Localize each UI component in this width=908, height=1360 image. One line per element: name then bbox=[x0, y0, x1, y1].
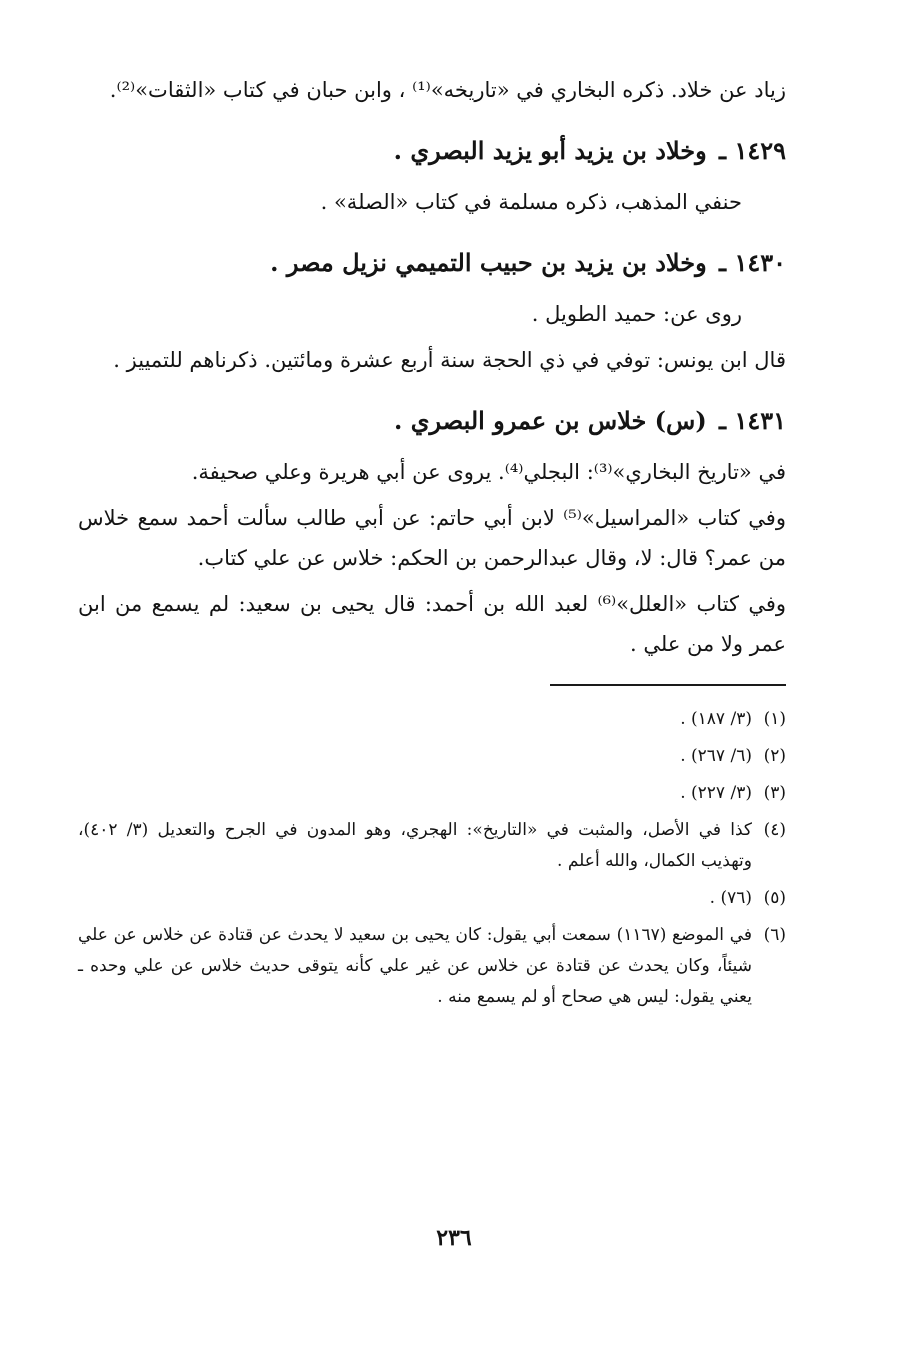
continuation-paragraph: زياد عن خلاد. ذكره البخاري في «تاريخه»⁽¹⁾ ، وابن حبان في كتاب «الثقات»⁽²⁾. bbox=[109, 78, 786, 102]
entry-title: (س) خلاس بن عمرو البصري . bbox=[394, 406, 707, 435]
entry-number: ١٤٣١ ـ bbox=[719, 406, 786, 435]
entry-1430-paragraph-1: روى عن: حميد الطويل . bbox=[531, 302, 742, 326]
entry-1431-paragraph-2: وفي كتاب «المراسيل»⁽⁵⁾ لابن أبي حاتم: عن أبي طالب سألت أحمد سمع خلاس من عمر؟ قال: لا، وقال عبدالرحمن بن الحكم: خلاس عن علي كتاب. bbox=[78, 506, 786, 570]
footnote-marker: (٥) bbox=[763, 888, 786, 908]
footnote-marker: (٤) bbox=[763, 820, 786, 840]
entry-number: ١٤٣٠ ـ bbox=[719, 248, 786, 277]
entry-heading-1429 bbox=[78, 126, 786, 176]
footnote-marker: (٦) bbox=[763, 925, 786, 945]
page-content bbox=[78, 70, 786, 1360]
footnote-text: (٣/ ٢٢٧) . bbox=[680, 783, 752, 803]
footnote-text: (٧٦) . bbox=[709, 888, 752, 908]
footnote-text: (٣/ ١٨٧) . bbox=[680, 709, 752, 729]
footnote-item bbox=[78, 815, 786, 877]
entry-title: وخلاد بن يزيد بن حبيب التميمي نزيل مصر . bbox=[270, 248, 707, 277]
footnote-marker: (٢) bbox=[763, 746, 786, 766]
footnote-text: كذا في الأصل، والمثبت في «التاريخ»: الهجري، وهو المدون في الجرح والتعديل (٣/ ٤٠٢)، وتهذيب الكمال، والله أعلم . bbox=[78, 820, 753, 871]
entry-heading-1431 bbox=[78, 396, 786, 446]
entry-1431-paragraph-3: وفي كتاب «العلل»⁽⁶⁾ لعبد الله بن أحمد: قال يحيى بن سعيد: لم يسمع من ابن عمر ولا من علي . bbox=[78, 592, 786, 656]
entry-1429-paragraph: حنفي المذهب، ذكره مسلمة في كتاب «الصلة» . bbox=[320, 190, 742, 214]
footnote-item bbox=[78, 741, 786, 772]
page-number: ٢٣٦ bbox=[436, 1225, 472, 1251]
footnote-marker: (١) bbox=[763, 709, 786, 729]
entry-heading-1430 bbox=[78, 238, 786, 288]
entry-title: وخلاد بن يزيد أبو يزيد البصري . bbox=[393, 136, 707, 165]
entry-1430-paragraph-2: قال ابن يونس: توفي في ذي الحجة سنة أربع عشرة ومائتين. ذكرناهم للتمييز . bbox=[113, 348, 786, 372]
footnote-divider bbox=[550, 684, 786, 686]
footnote-text: (٦/ ٢٦٧) . bbox=[680, 746, 752, 766]
entry-1431-paragraph-1: في «تاريخ البخاري»⁽³⁾: البجلي⁽⁴⁾. يروى عن أبي هريرة وعلي صحيفة. bbox=[191, 460, 786, 484]
footnote-text: في الموضع (١١٦٧) سمعت أبي يقول: كان يحيى بن سعيد لا يحدث عن قتادة عن خلاس عن علي شيئاً، وكان يحدث عن قتادة عن خلاس عن غير علي كأنه يتوقى حديث خلاس عن علي وحده ـ يعني يقول: ليس هي صحاح أو لم يسمع منه . bbox=[78, 925, 752, 1007]
entry-number: ١٤٢٩ ـ bbox=[719, 136, 786, 165]
footnote-item bbox=[78, 778, 786, 809]
footnote-marker: (٣) bbox=[763, 783, 786, 803]
footnote-item bbox=[78, 704, 786, 735]
footnote-item bbox=[78, 883, 786, 914]
footnote-item bbox=[78, 920, 786, 1013]
footnotes bbox=[78, 704, 786, 1013]
